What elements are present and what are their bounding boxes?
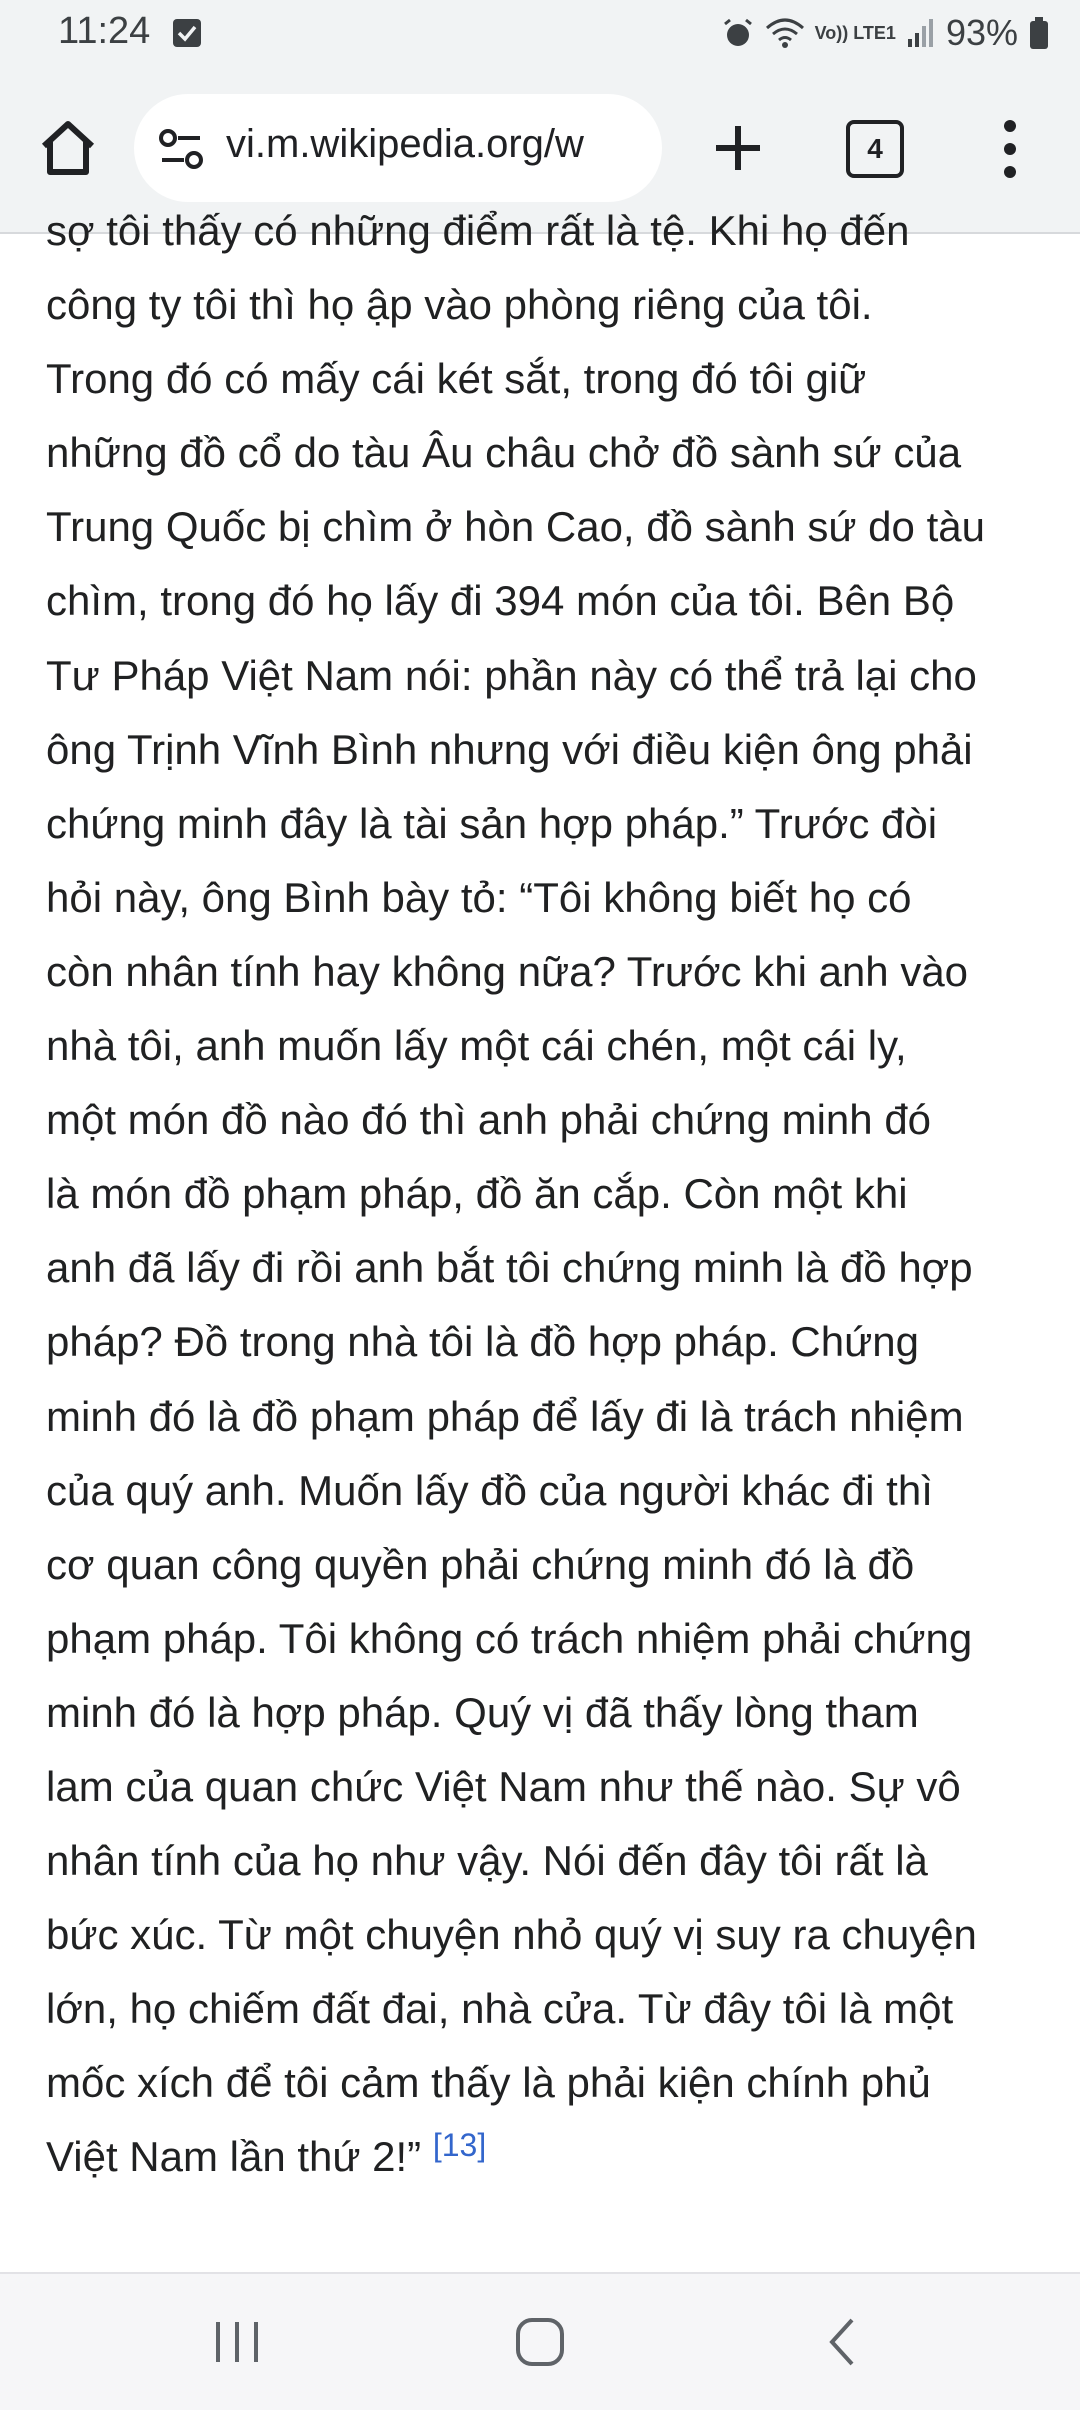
- check-notification-icon: [172, 18, 202, 48]
- text-line: mốc xích để tôi cảm thấy là phải kiện chính phủ: [46, 2059, 931, 2107]
- nav-home-icon[interactable]: [512, 2314, 568, 2370]
- article-paragraph: [46, 194, 1046, 2195]
- more-vert-icon[interactable]: [990, 114, 1030, 184]
- back-icon[interactable]: [822, 2314, 862, 2370]
- citation-link[interactable]: [13]: [432, 2127, 487, 2164]
- text-line: nhân tính của họ như vậy. Nói đến đây tôi rất là: [46, 1837, 928, 1885]
- text-line: còn nhân tính hay không nữa? Trước khi anh vào: [46, 947, 969, 995]
- text-line: công ty tôi thì họ ập vào phòng riêng của tôi.: [46, 281, 873, 329]
- battery-percent: 93%: [945, 12, 1018, 53]
- text-line-last: [46, 2120, 1046, 2194]
- status-bar: [0, 0, 1080, 70]
- text-line: phạm pháp. Tôi không có trách nhiệm phải chứng: [46, 1614, 973, 1662]
- text-line: của quý anh. Muốn lấy đồ của người khác đi thì: [46, 1466, 933, 1514]
- text-line: sợ tôi thấy có những điểm rất là tệ. Khi họ đến: [46, 207, 910, 254]
- text-line: bức xúc. Từ một chuyện nhỏ quý vị suy ra chuyện: [46, 1911, 977, 1959]
- url-text[interactable]: vi.m.wikipedia.org/w: [226, 122, 584, 166]
- text-line: những đồ cổ do tàu Âu châu chở đồ sành sứ của: [46, 429, 962, 477]
- text-line: là món đồ phạm pháp, đồ ăn cắp. Còn một khi: [46, 1170, 908, 1218]
- status-time: 11:24: [58, 10, 151, 52]
- recents-icon[interactable]: [210, 2318, 264, 2366]
- text-line: chìm, trong đó họ lấy đi 394 món của tôi. Bên Bộ: [46, 577, 955, 625]
- battery-icon: [1028, 16, 1050, 50]
- plus-icon[interactable]: [706, 116, 770, 180]
- address-bar[interactable]: [134, 94, 662, 202]
- text-line: ông Trịnh Vĩnh Bình nhưng với điều kiện ông phải: [46, 725, 973, 773]
- home-icon[interactable]: [36, 116, 100, 180]
- text-line: lam của quan chức Việt Nam như thế nào. Sự vô: [46, 1762, 961, 1810]
- network-type-label: Vo)) LTE1: [814, 23, 896, 43]
- text-line: nhà tôi, anh muốn lấy một cái chén, một cái ly,: [46, 1022, 907, 1070]
- text-line: minh đó là hợp pháp. Quý vị đã thấy lòng tham: [46, 1688, 919, 1736]
- signal-icon: [906, 17, 936, 49]
- text-line: anh đã lấy đi rồi anh bắt tôi chứng minh là đồ hợp: [46, 1244, 973, 1292]
- text-line: Trung Quốc bị chìm ở hòn Cao, đồ sành sứ do tàu: [46, 503, 985, 551]
- text-line: minh đó là đồ phạm pháp để lấy đi là trách nhiệm: [46, 1392, 964, 1440]
- text-line: cơ quan công quyền phải chứng minh đó là đồ: [46, 1540, 915, 1588]
- text-line: Việt Nam lần thứ 2!”: [46, 2133, 422, 2181]
- text-line: Trong đó có mấy cái két sắt, trong đó tôi giữ: [46, 355, 867, 403]
- system-nav-bar: [0, 2272, 1080, 2410]
- status-icons: [721, 12, 1050, 54]
- text-line: Tư Pháp Việt Nam nói: phần này có thể trả lại cho: [46, 651, 977, 699]
- text-line: pháp? Đồ trong nhà tôi là đồ hợp pháp. Chứng: [46, 1318, 919, 1366]
- text-line: một món đồ nào đó thì anh phải chứng minh đó: [46, 1096, 932, 1144]
- text-line: lớn, họ chiếm đất đai, nhà cửa. Từ đây tôi là một: [46, 1985, 954, 2033]
- alarm-icon: [721, 16, 755, 50]
- site-settings-icon[interactable]: [158, 126, 204, 172]
- tab-count: 4: [846, 120, 904, 178]
- article-content: [0, 207, 1080, 2272]
- tab-switcher-icon[interactable]: [846, 120, 902, 176]
- text-line: hỏi này, ông Bình bày tỏ: “Tôi không biết họ có: [46, 873, 912, 921]
- wifi-icon: [765, 16, 805, 50]
- text-line: chứng minh đây là tài sản hợp pháp.” Trước đòi: [46, 799, 938, 847]
